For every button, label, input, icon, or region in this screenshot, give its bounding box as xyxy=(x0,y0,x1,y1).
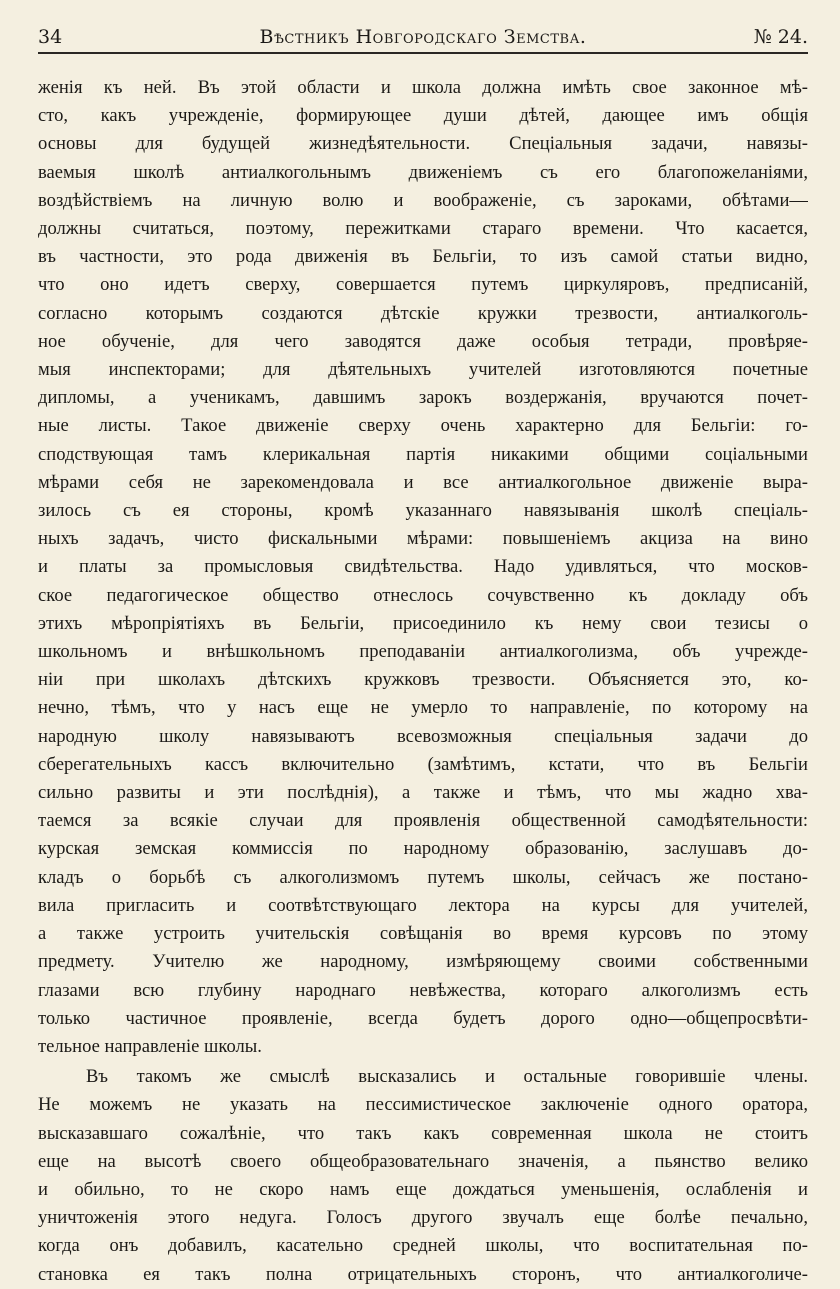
text-line: вила пригласить и соотвѣтствующаго лектора на курсы для учителей, xyxy=(38,894,808,916)
text-line: высказавшаго сожалѣніе, что такъ какъ современная школа не стоитъ xyxy=(38,1122,808,1144)
running-header xyxy=(38,22,808,50)
text-line: еще на высотѣ своего общеобразовательнаго значенія, а пьянство велико xyxy=(38,1150,808,1172)
text-line: Не можемъ не указать на пессимистическое заключеніе одного оратора, xyxy=(38,1094,808,1116)
body-text xyxy=(38,74,808,1289)
text-line: предмету. Учителю же народному, измѣряющему своими собственными xyxy=(38,951,808,973)
text-line: нечно, тѣмъ, что у насъ еще не умерло то направленіе, по которому на xyxy=(38,697,808,719)
text-line: основы для будущей жизнедѣятельности. Спеціальныя задачи, навязы- xyxy=(38,133,808,155)
text-line: кладъ о борьбѣ съ алкоголизмомъ путемъ школы, сейчасъ же постано- xyxy=(38,866,808,888)
text-line: что оно идетъ сверху, совершается путемъ циркуляровъ, предписаній, xyxy=(38,274,808,296)
text-line: мыя инспекторами; для дѣятельныхъ учителей изготовляются почетные xyxy=(38,359,808,381)
text-line: становка ея такъ полна отрицательныхъ сторонъ, что антиалкоголиче- xyxy=(38,1263,808,1285)
issue-number: № 24. xyxy=(753,26,808,48)
text-line: сберегательныхъ кассъ включительно (замѣтимъ, кстати, что въ Бельгіи xyxy=(38,753,808,775)
text-line: въ частности, это рода движенія въ Бельгіи, то изъ самой статьи видно, xyxy=(38,246,808,268)
journal-title: Вѣстникъ Новгородскаго Земства. xyxy=(259,26,587,48)
text-line: ное обученіе, для чего заводятся даже особыя тетради, провѣряе- xyxy=(38,330,808,352)
text-line: таемся за всякіе случаи для проявленія общественной самодѣятельности: xyxy=(38,810,808,832)
text-line: согласно которымъ создаются дѣтскіе кружки трезвости, антиалкоголь- xyxy=(38,302,808,324)
text-line: только частичное проявленіе, всегда будетъ дорого одно—общепросвѣти- xyxy=(38,1007,808,1029)
page-number: 34 xyxy=(38,26,63,48)
text-line: курская земская коммиссія по народному образованію, заслушавъ до- xyxy=(38,838,808,860)
text-line: и обильно, то не скоро намъ еще дождаться уменьшенія, ослабленія и xyxy=(38,1178,808,1200)
header-rule xyxy=(38,52,808,54)
text-line: сто, какъ учрежденіе, формирующее души дѣтей, дающее имъ общія xyxy=(38,105,808,127)
text-line: и платы за промысловыя свидѣтельства. Надо удивляться, что москов- xyxy=(38,556,808,578)
text-line: зилось съ ея стороны, кромѣ указаннаго навязыванія школѣ спеціаль- xyxy=(38,500,808,522)
paragraph xyxy=(38,1063,808,1289)
text-line: уничтоженія этого недуга. Голосъ другого звучалъ еще болѣе печально, xyxy=(38,1207,808,1229)
text-line: когда онъ добавилъ, касательно средней школы, что воспитательная по- xyxy=(38,1235,808,1257)
text-line: воздѣйствіемъ на личную волю и воображеніе, съ зароками, обѣтами— xyxy=(38,189,808,211)
text-line: а также устроить учительскія совѣщанія во время курсовъ по этому xyxy=(38,923,808,945)
text-line: ныхъ задачъ, чисто фискальными мѣрами: повышеніемъ акциза на вино xyxy=(38,528,808,550)
text-line: тельное направленіе школы. xyxy=(38,1035,262,1057)
paragraph xyxy=(38,74,808,1061)
text-line: сильно развиты и эти послѣднія), а также и тѣмъ, что мы жадно хва- xyxy=(38,782,808,804)
text-line: ные листы. Такое движеніе сверху очень характерно для Бельгіи: го- xyxy=(38,415,808,437)
text-line: мѣрами себя не зарекомендовала и все антиалкогольное движеніе выра- xyxy=(38,471,808,493)
text-line: глазами всю глубину народнаго невѣжества, котораго алкоголизмъ есть xyxy=(38,979,808,1001)
text-line: ваемыя школѣ антиалкогольнымъ движеніемъ съ его благопожеланіями, xyxy=(38,161,808,183)
text-line: Въ такомъ же смыслѣ высказались и остальные говорившіе члены. xyxy=(86,1066,808,1088)
text-line: народную школу навязываютъ всевозможныя спеціальныя задачи до xyxy=(38,725,808,747)
text-line: этихъ мѣропріятіяхъ въ Бельгіи, присоединило къ нему свои тезисы о xyxy=(38,612,808,634)
text-line: ніи при школахъ дѣтскихъ кружковъ трезвости. Объясняется это, ко- xyxy=(38,669,808,691)
text-line: должны считаться, поэтому, пережитками стараго времени. Что касается, xyxy=(38,218,808,240)
text-line: ское педагогическое общество отнеслось сочувственно къ докладу объ xyxy=(38,584,808,606)
text-line: сподствующая тамъ клерикальная партія никакими общими соціальными xyxy=(38,443,808,465)
text-line: женія къ ней. Въ этой области и школа должна имѣть свое законное мѣ- xyxy=(38,77,808,98)
document-page xyxy=(38,22,808,1289)
text-line: школьномъ и внѣшкольномъ преподаваніи антиалкоголизма, объ учрежде- xyxy=(38,641,808,663)
text-line: дипломы, а ученикамъ, давшимъ зарокъ воздержанія, вручаются почет- xyxy=(38,387,808,409)
